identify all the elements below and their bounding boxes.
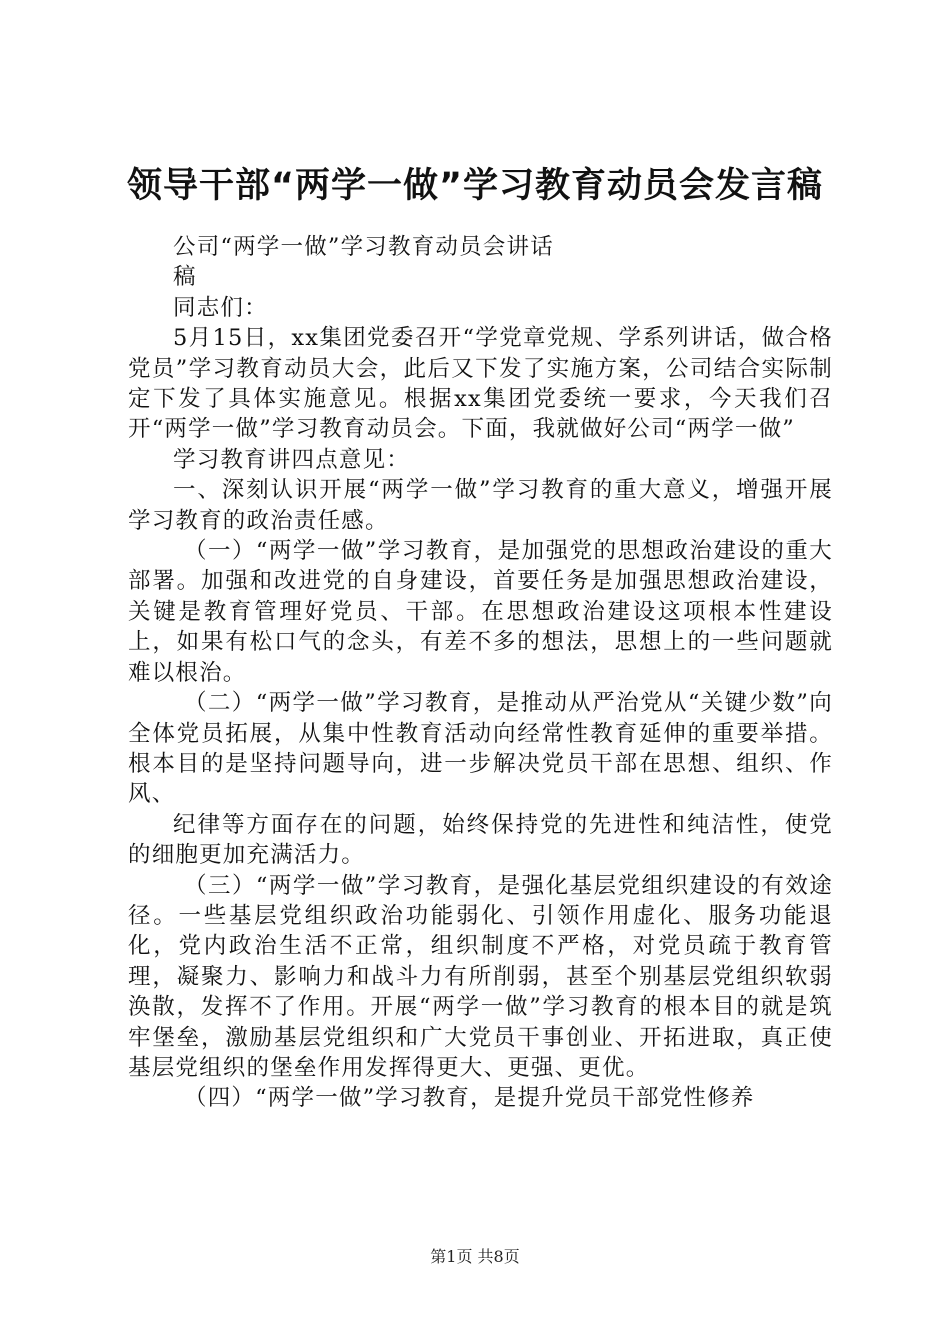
paragraph: （四）“两学一做”学习教育，是提升党员干部党性修养 [184,1085,755,1112]
greeting: 同志们： [173,294,268,321]
paragraph: （一）“两学一做”学习教育，是加强党的思想政治建设的重大部署。加强和改进党的自身建设，首要任务是加强思想政治建设，关键是教育管理好党员、干部。在思想政治建设这项根本性建设上，如果有松口气的念头，有差不多的想法，思想上的一些问题就难以根治。 [128,538,833,686]
subtitle-line: 公司“两学一做”学习教育动员会讲话 [173,234,554,260]
paragraph: （三）“两学一做”学习教育，是强化基层党组织建设的有效途径。一些基层党组织政治功能弱化、引领作用虚化、服务功能退化，党内政治生活不正常，组织制度不严格，对党员疏于教育管理，凝聚力、影响力和战斗力有所削弱，甚至个别基层党组织软弱涣散，发挥不了作用。开展“两学一做”学习教育的根本目的就是筑牢堡垒，激励基层党组织和广大党员干事创业、开拓进取，真正使基层党组织的堡垒作用发挥得更大、更强、更优。 [128,872,833,1081]
document-body [128,232,833,1114]
page-number-footer: 第1页 共8页 [430,1247,520,1266]
subtitle-line-continued: 稿 [173,264,197,291]
paragraph: 学习教育讲四点意见： [173,446,411,473]
paragraph: （二）“两学一做”学习教育，是推动从严治党从“关键少数”向全体党员拓展，从集中性教育活动向经常性教育延伸的重要举措。根本目的是坚持问题导向，进一步解决党员干部在思想、组织、作风、 [128,690,833,808]
paragraph: 纪律等方面存在的问题，始终保持党的先进性和纯洁性，使党的细胞更加充满活力。 [128,811,833,869]
section-heading: 一、深刻认识开展“两学一做”学习教育的重大意义，增强开展学习教育的政治责任感。 [128,477,833,534]
document-title: 领导干部“两学一做”学习教育动员会发言稿 [126,166,823,206]
paragraph: 5月15日，xx集团党委召开“学党章党规、学系列讲话，做合格党员”学习教育动员大会，此后又下发了实施方案，公司结合实际制定下发了具体实施意见。根据xx集团党委统一要求，今天我们召开“两学一做”学习教育动员会。下面，我就做好公司“两学一做” [128,325,833,443]
